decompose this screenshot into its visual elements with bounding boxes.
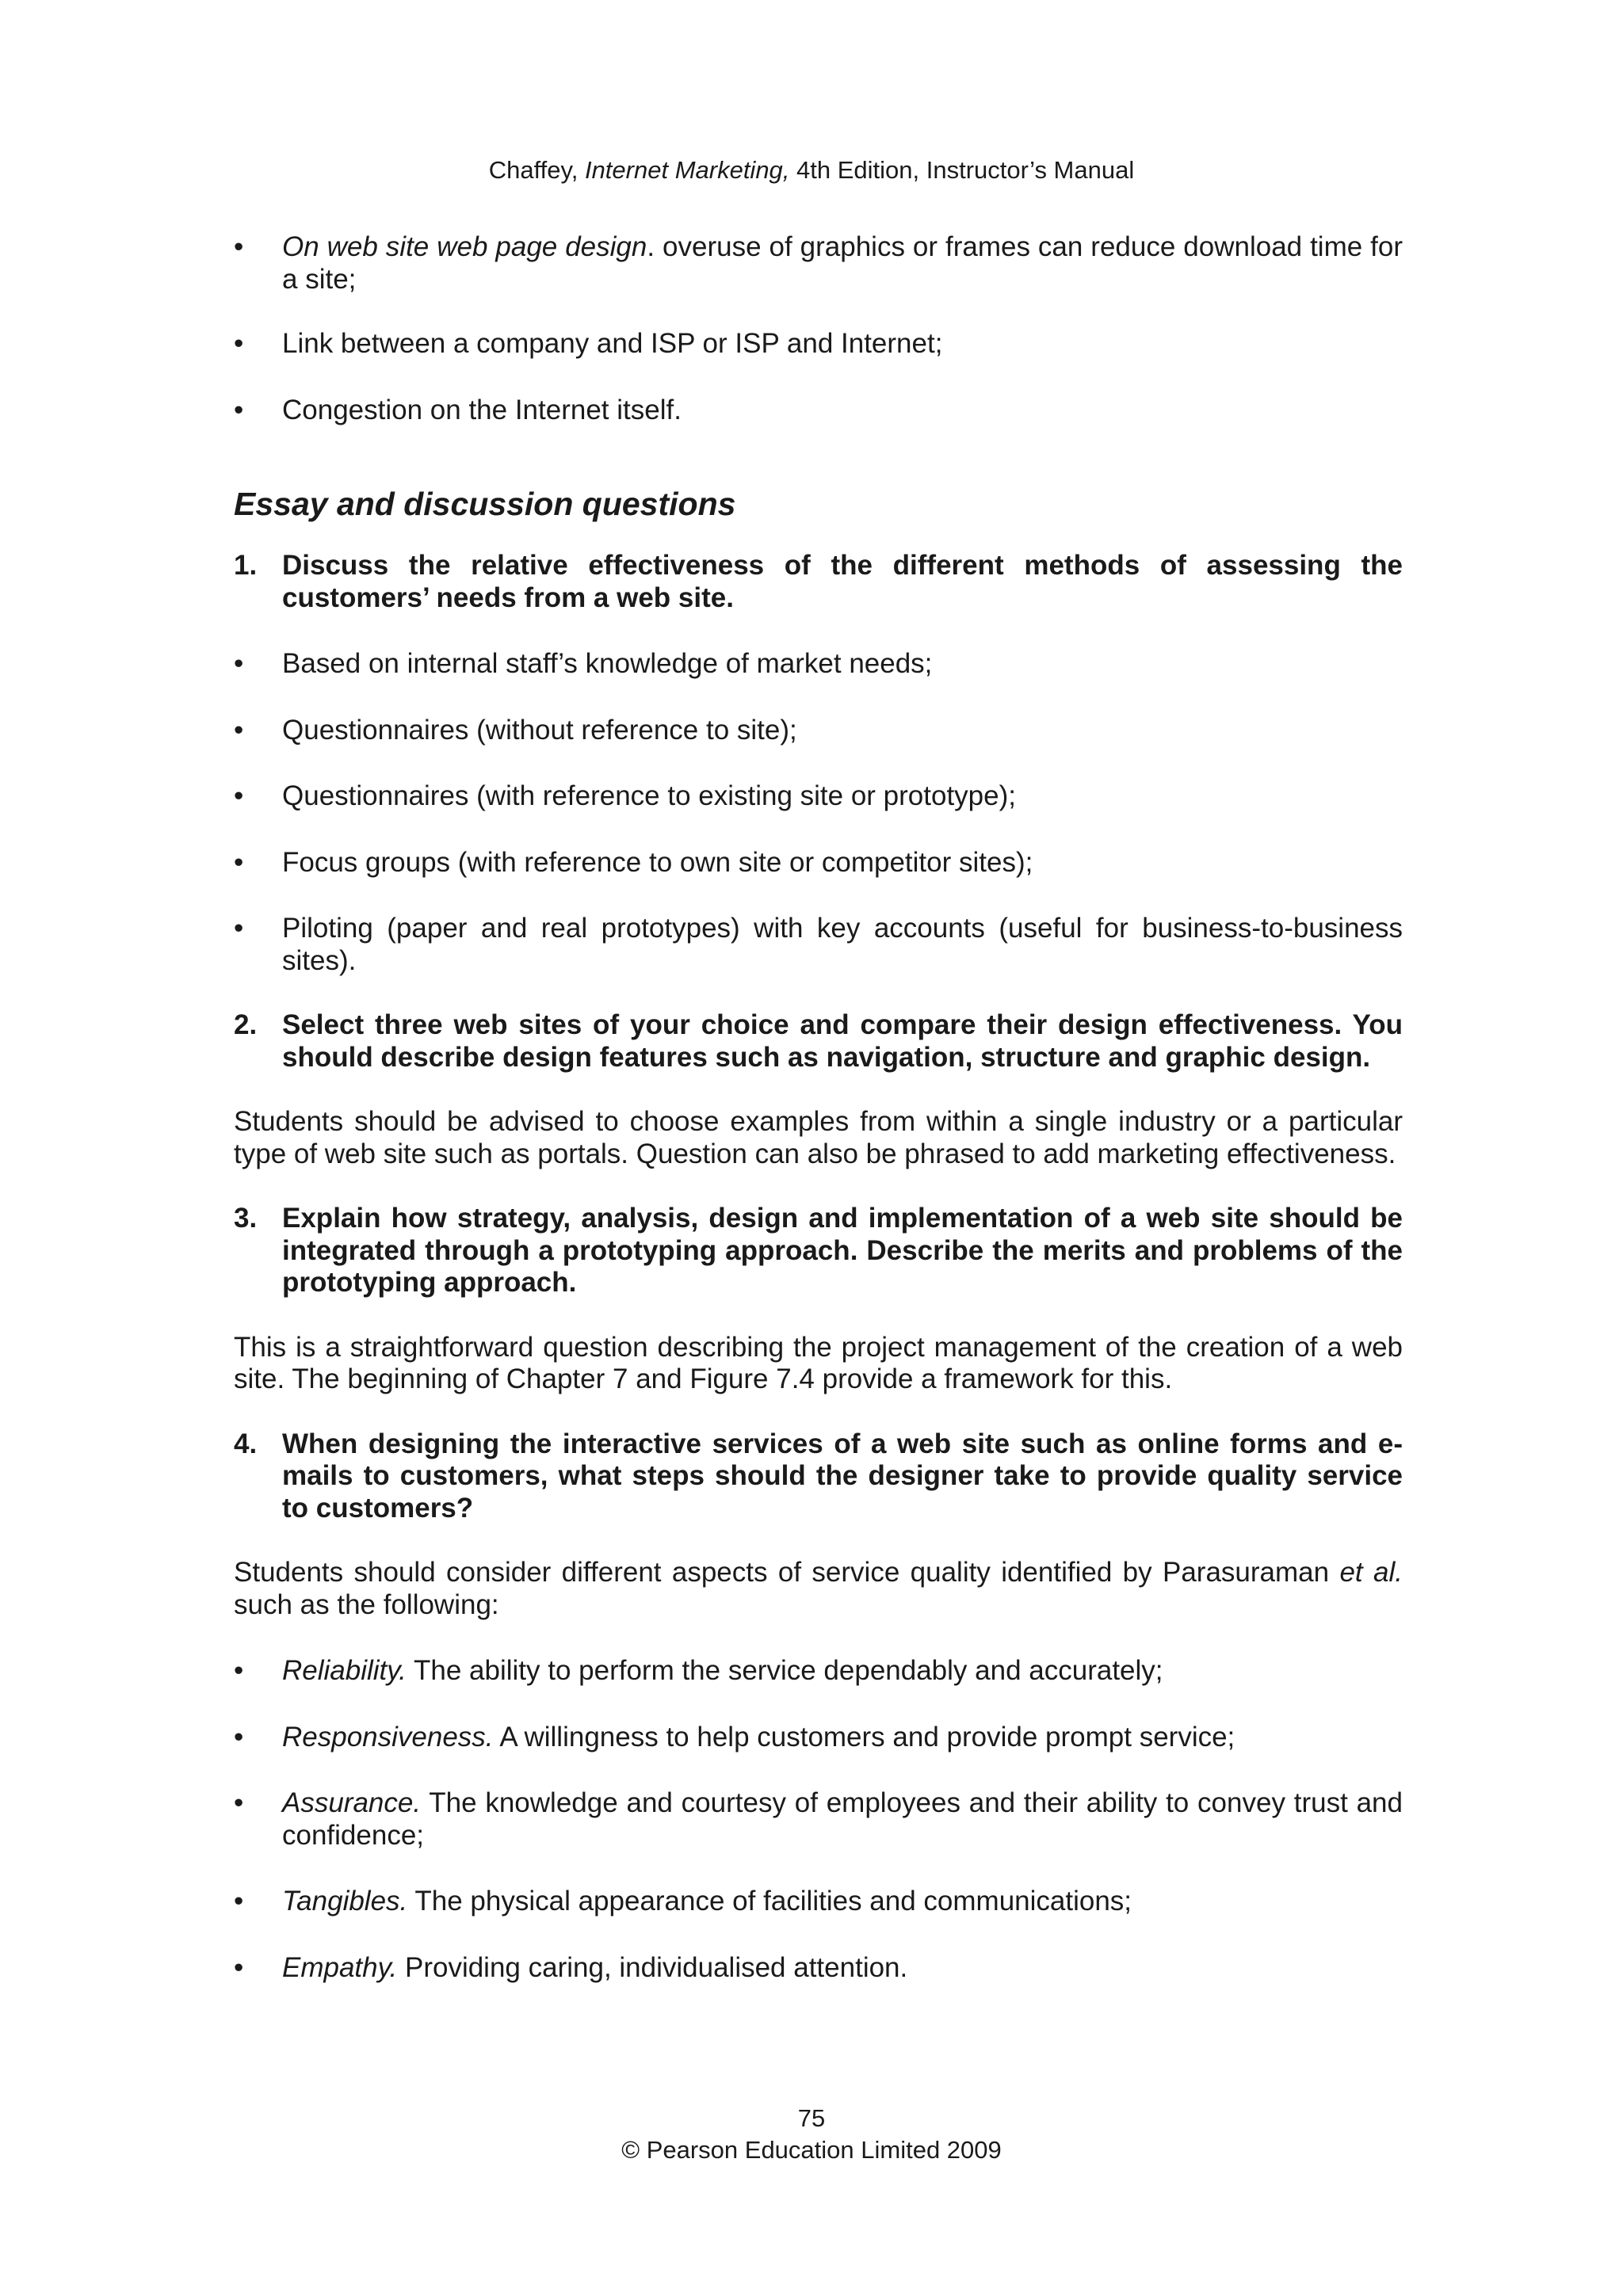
question-number: 4. — [234, 1428, 258, 1459]
bullet-text: Based on internal staff’s knowledge of market needs; — [282, 648, 933, 679]
question-number: 1. — [234, 550, 258, 581]
bullet-text: Questionnaires (with reference to existing site or prototype); — [282, 780, 1016, 811]
answer-paragraph — [234, 1557, 1403, 1621]
bullet-text: The physical appearance of facilities and communications; — [407, 1886, 1132, 1917]
answer-paragraph: Students should be advised to choose examples from within a single industry or a particular type of web site such as portals. Question can also be phrased to add marketing effectiveness. — [234, 1106, 1403, 1169]
bullet-lead: Tangibles. — [282, 1886, 408, 1917]
answer-text: Students should consider different aspects of service quality identified by Parasuraman — [234, 1557, 1340, 1588]
answer-paragraph: This is a straightforward question describing the project management of the creation of a web site. The beginning of Chapter 7 and Figure 7.4 provide a framework for this. — [234, 1331, 1403, 1394]
bullet-lead: Assurance. — [282, 1787, 422, 1818]
running-header — [0, 155, 1623, 185]
question-number: 2. — [234, 1009, 258, 1040]
list-item — [234, 328, 1403, 360]
bullet-icon: • — [234, 1655, 244, 1686]
section-title: Essay and discussion questions — [234, 486, 736, 522]
question-2 — [234, 1009, 1403, 1074]
bullet-text: A willingness to help customers and provide prompt service; — [493, 1721, 1235, 1753]
question-3 — [234, 1203, 1403, 1299]
bullet-text: Piloting (paper and real prototypes) with key accounts (useful for business-to-business sites). — [282, 913, 1403, 976]
bullet-icon: • — [234, 1787, 244, 1818]
list-item — [234, 395, 1403, 427]
list-item — [234, 648, 1403, 681]
list-item — [234, 231, 1403, 296]
bullet-text: Link between a company and ISP or ISP and Internet; — [282, 328, 943, 359]
question-4 — [234, 1428, 1403, 1525]
question-1 — [234, 550, 1403, 614]
bullet-icon: • — [234, 648, 244, 679]
bullet-text: The ability to perform the service dependably and accurately; — [406, 1655, 1163, 1686]
bullet-icon: • — [234, 780, 244, 811]
copyright-notice: © Pearson Education Limited 2009 — [621, 2136, 1002, 2164]
bullet-text: Congestion on the Internet itself. — [282, 394, 682, 425]
bullet-icon: • — [234, 1951, 244, 1983]
list-item — [234, 1722, 1403, 1754]
list-item — [234, 1655, 1403, 1688]
list-item — [234, 1787, 1403, 1852]
bullet-icon: • — [234, 231, 244, 262]
answer-emphasis: et al. — [1339, 1557, 1403, 1588]
header-edition: 4th Edition, Instructor’s Manual — [789, 156, 1135, 184]
question-number: 3. — [234, 1203, 258, 1234]
list-item — [234, 1886, 1403, 1918]
bullet-icon: • — [234, 846, 244, 878]
bullet-icon: • — [234, 328, 244, 359]
answer-text: such as the following: — [234, 1589, 499, 1620]
bullet-icon: • — [234, 1721, 244, 1753]
list-item — [234, 913, 1403, 977]
bullet-lead: Reliability. — [282, 1655, 407, 1686]
list-item — [234, 1952, 1403, 1985]
bullet-text: Focus groups (with reference to own site or competitor sites); — [282, 846, 1033, 878]
bullet-text: The knowledge and courtesy of employees and their ability to convey trust and confidence; — [282, 1787, 1403, 1851]
header-author: Chaffey, — [488, 156, 585, 184]
bullet-text: Providing caring, individualised attention. — [397, 1951, 908, 1983]
bullet-icon: • — [234, 913, 244, 944]
bullet-lead: Empathy. — [282, 1951, 398, 1983]
page-content — [234, 231, 1403, 1984]
page-number: 75 — [797, 2104, 826, 2132]
list-item — [234, 715, 1403, 747]
header-book-title: Internet Marketing, — [584, 156, 790, 184]
question-text: When designing the interactive services of a web site such as online forms and e-mails to customers, what steps should the designer take to provide quality service to customers? — [282, 1428, 1403, 1524]
question-text: Select three web sites of your choice and compare their design effectiveness. You should describe design features such as navigation, structure and graphic design. — [282, 1009, 1403, 1073]
question-text: Explain how strategy, analysis, design and implementation of a web site should be integrated through a prototyping approach. Describe the merits and problems of the prototyping approach. — [282, 1203, 1403, 1298]
bullet-text: . overuse of graphics or frames can reduce download time for a site; — [282, 231, 1403, 295]
bullet-lead: Responsiveness. — [282, 1721, 494, 1753]
bullet-icon: • — [234, 394, 244, 425]
list-item — [234, 780, 1403, 813]
question-text: Discuss the relative effectiveness of the different methods of assessing the customers’ needs from a web site. — [282, 550, 1403, 613]
bullet-lead: On web site web page design — [282, 231, 647, 262]
list-item — [234, 847, 1403, 879]
bullet-text: Questionnaires (without reference to site); — [282, 714, 797, 746]
bullet-icon: • — [234, 714, 244, 746]
bullet-icon: • — [234, 1886, 244, 1917]
